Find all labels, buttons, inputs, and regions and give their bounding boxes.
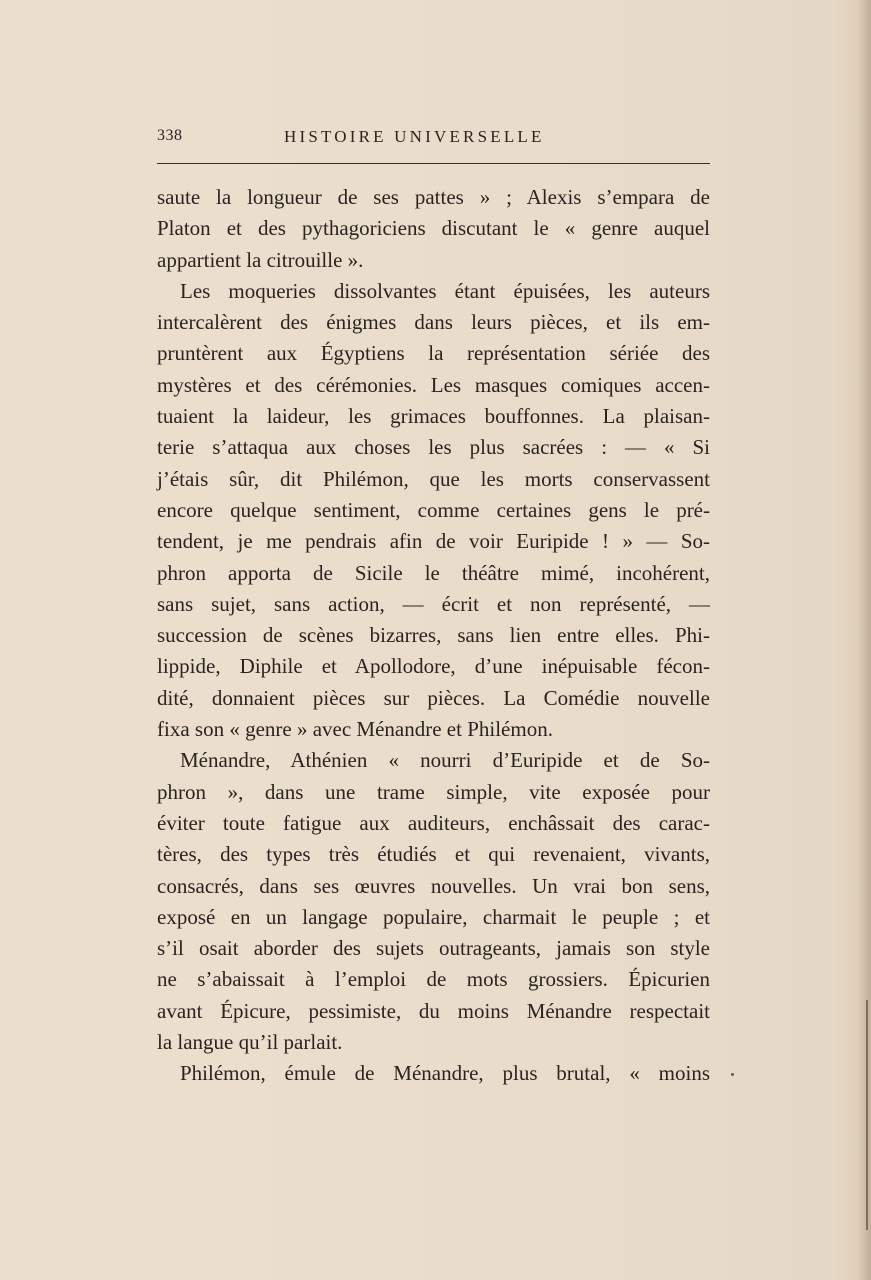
text-line: tères, des types très étudiés et qui revenaient, vivants, [157, 842, 710, 867]
text-line: intercalèrent des énigmes dans leurs pièces, et ils em- [157, 310, 710, 335]
text-line: succession de scènes bizarres, sans lien entre elles. Phi- [157, 623, 710, 648]
text-line: éviter toute fatigue aux auditeurs, enchâssait des carac- [157, 810, 710, 835]
text-line: Ménandre, Athénien « nourri d’Euripide et de So- [180, 748, 710, 773]
text-line: avant Épicure, pessimiste, du moins Ménandre respectait [157, 998, 710, 1023]
paragraph [157, 182, 710, 276]
text-line: exposé en un langage populaire, charmait le peuple ; et [157, 904, 710, 929]
text-line: phron », dans une trame simple, vite exposée pour [157, 779, 710, 804]
text-line: appartient la citrouille ». [157, 247, 364, 272]
text-line: j’étais sûr, dit Philémon, que les morts conservassent [157, 466, 710, 491]
body-text [157, 182, 710, 1090]
text-line: lippide, Diphile et Apollodore, d’une inépuisable fécon- [157, 654, 710, 679]
text-line: Platon et des pythagoriciens discutant le « genre auquel [157, 216, 710, 241]
text-line: tuaient la laideur, les grimaces bouffonnes. La plaisan- [157, 404, 710, 429]
paragraph [157, 1058, 710, 1089]
page-number: 338 [157, 127, 183, 144]
text-line: Les moqueries dissolvantes étant épuisées, les auteurs [180, 278, 710, 303]
text-line: encore quelque sentiment, comme certaines gens le pré- [157, 497, 710, 522]
text-line: terie s’attaqua aux choses les plus sacrées : — « Si [157, 435, 710, 460]
paragraph [157, 745, 710, 1058]
text-line: Philémon, émule de Ménandre, plus brutal, « moins [180, 1061, 710, 1086]
text-line: s’il osait aborder des sujets outrageants, jamais son style [157, 936, 710, 961]
text-line: la langue qu’il parlait. [157, 1030, 343, 1055]
text-line: fixa son « genre » avec Ménandre et Philémon. [157, 717, 553, 742]
text-line: ne s’abaissait à l’emploi de mots grossiers. Épicurien [157, 967, 710, 992]
ink-speck [731, 1073, 734, 1076]
text-line: sans sujet, sans action, — écrit et non représenté, — [157, 591, 710, 616]
header-rule [157, 163, 710, 164]
text-line: pruntèrent aux Égyptiens la représentation sériée des [157, 341, 710, 366]
page-edge-shadow [857, 0, 871, 1280]
text-line: consacrés, dans ses œuvres nouvelles. Un vrai bon sens, [157, 873, 710, 898]
text-line: mystères et des cérémonies. Les masques comiques accen- [157, 372, 710, 397]
running-head: HISTOIRE UNIVERSELLE [284, 127, 545, 146]
page-edge-line [866, 1000, 868, 1230]
text-line: saute la longueur de ses pattes » ; Alexis s’empara de [157, 185, 710, 209]
text-line: dité, donnaient pièces sur pièces. La Comédie nouvelle [157, 685, 710, 710]
text-line: phron apporta de Sicile le théâtre mimé, incohérent, [157, 560, 710, 585]
text-line: tendent, je me pendrais afin de voir Euripide ! » — So- [157, 529, 710, 554]
page-header [157, 127, 710, 155]
paragraph [157, 276, 710, 745]
